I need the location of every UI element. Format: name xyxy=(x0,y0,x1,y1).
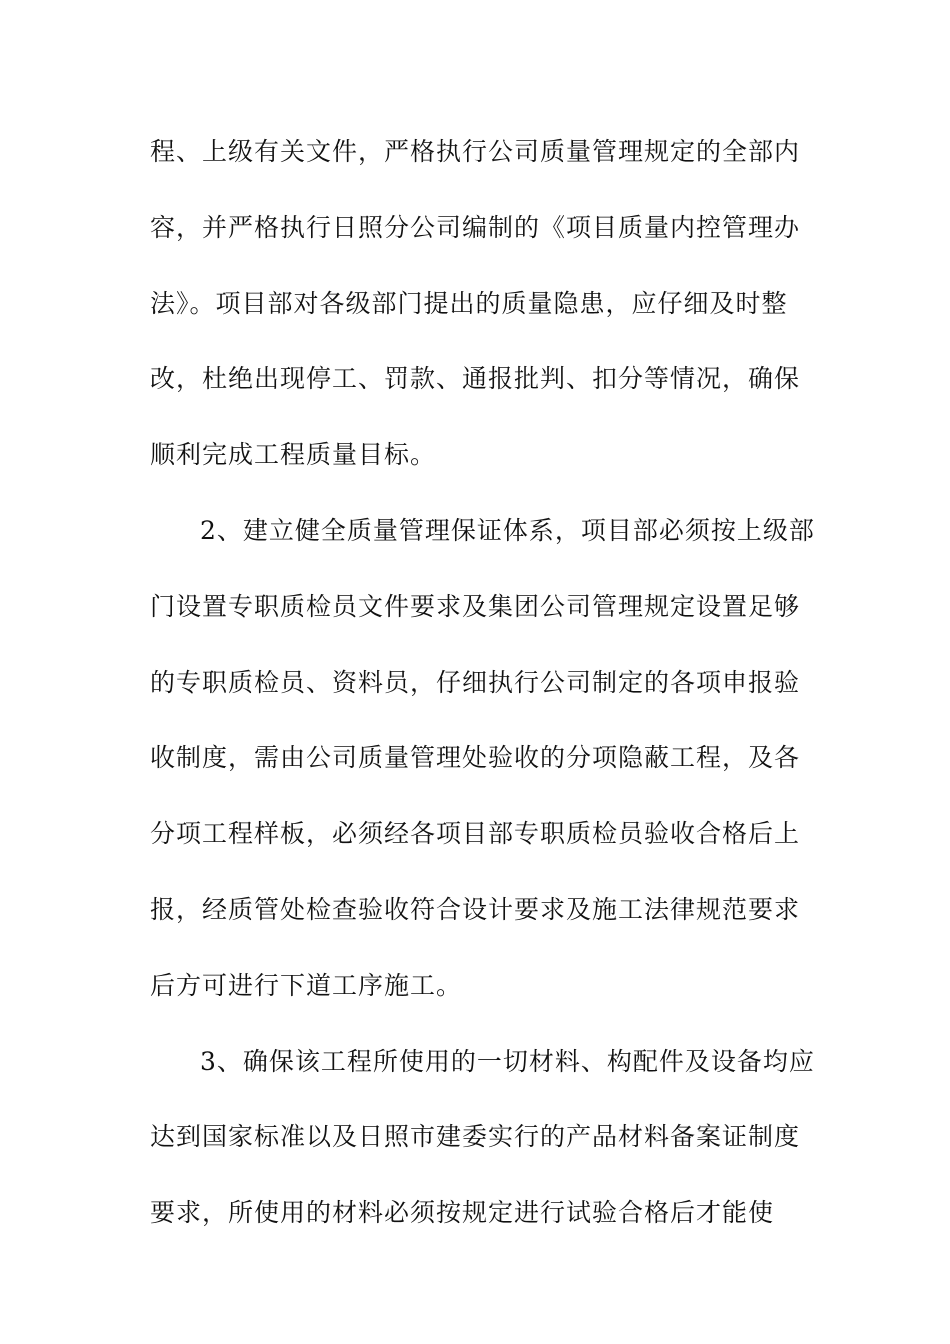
text-line: 要求，所使用的材料必须按规定进行试验合格后才能使 xyxy=(150,1198,775,1228)
text-line: 收制度，需由公司质量管理处验收的分项隐蔽工程，及各 xyxy=(150,743,801,773)
text-line: 分项工程样板，必须经各项目部专职质检员验收合格后上 xyxy=(150,819,801,849)
paragraph-2-first-line: 2、建立健全质量管理保证体系，项目部必须按上级部 xyxy=(200,515,815,545)
text-line: 程、上级有关文件，严格执行公司质量管理规定的全部内 xyxy=(150,137,801,166)
text-line: 后方可进行下道工序施工。 xyxy=(150,970,463,1000)
text-line: 顺利完成工程质量目标。 xyxy=(150,440,437,470)
text-line: 法》。项目部对各级部门提出的质量隐患，应仔细及时整 xyxy=(150,288,788,318)
text-line: 的专职质检员、资料员，仔细执行公司制定的各项申报验 xyxy=(150,667,801,697)
text-line: 达到国家标准以及日照市建委实行的产品材料备案证制度 xyxy=(150,1122,801,1152)
paragraph-3-first-line: 3、确保该工程所使用的一切材料、构配件及设备均应 xyxy=(200,1046,815,1076)
text-line: 报，经质管处检查验收符合设计要求及施工法律规范要求 xyxy=(150,894,801,924)
text-line: 容，并严格执行日照分公司编制的《项目质量内控管理办 xyxy=(150,212,801,242)
text-line: 门设置专职质检员文件要求及集团公司管理规定设置足够 xyxy=(150,591,801,621)
text-line: 改，杜绝出现停工、罚款、通报批判、扣分等情况，确保 xyxy=(150,364,801,394)
body-text xyxy=(150,126,830,1263)
